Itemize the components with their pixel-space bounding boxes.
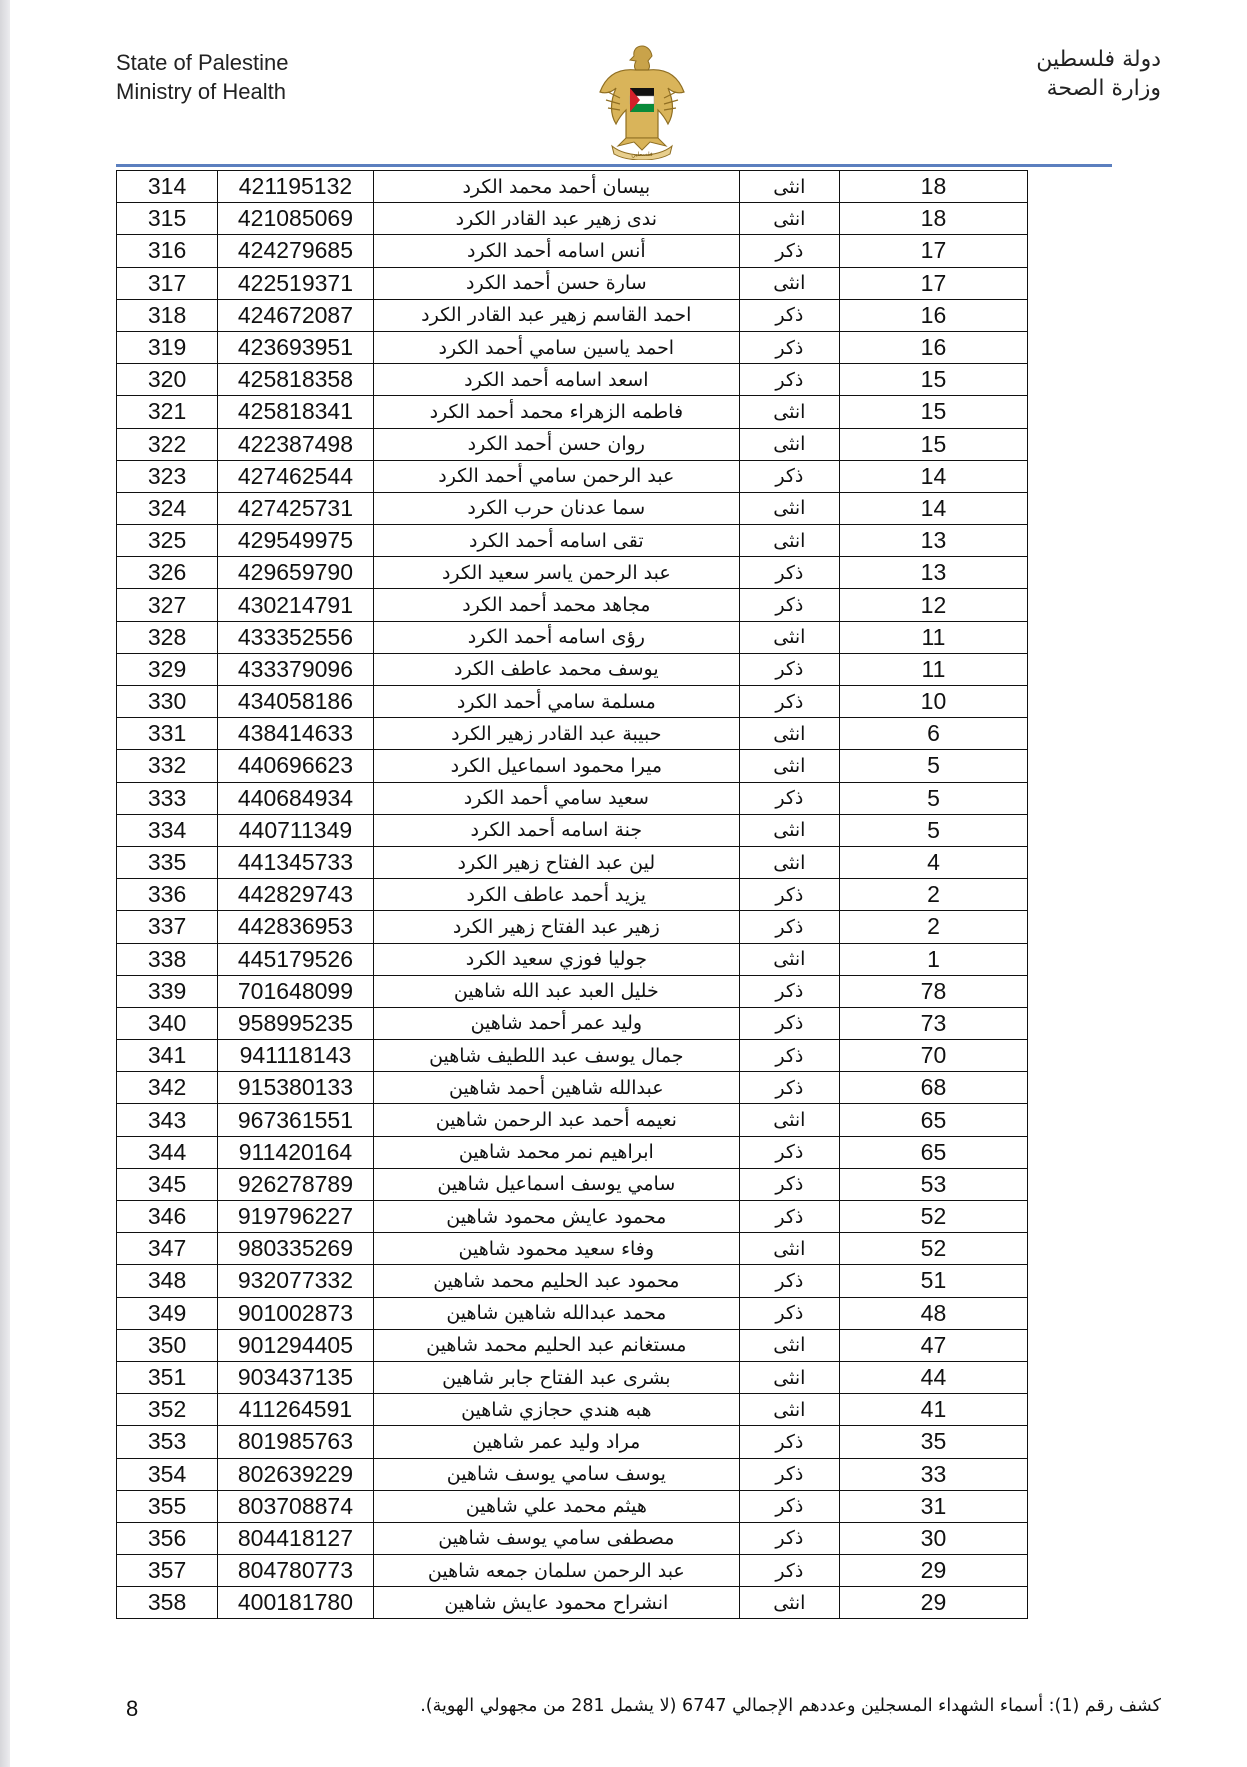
gender-cell: انثى [739, 1329, 839, 1361]
scan-edge-shadow [0, 0, 10, 1767]
gender-cell: ذكر [739, 1297, 839, 1329]
header-ministry-ar: وزارة الصحة [1046, 76, 1161, 101]
age-cell: 1 [839, 943, 1027, 975]
gender-cell: انثى [739, 525, 839, 557]
name-cell: هبه هندي حجازي شاهين [373, 1394, 739, 1426]
row-number-cell: 358 [117, 1587, 218, 1619]
age-cell: 73 [839, 1007, 1027, 1039]
table-row [117, 1490, 1028, 1522]
row-number-cell: 325 [117, 525, 218, 557]
name-cell: يزيد أحمد عاطف الكرد [373, 879, 739, 911]
table-row [117, 331, 1028, 363]
age-cell: 15 [839, 396, 1027, 428]
age-cell: 31 [839, 1490, 1027, 1522]
id-number-cell: 438414633 [218, 718, 374, 750]
row-number-cell: 351 [117, 1361, 218, 1393]
id-number-cell: 440711349 [218, 814, 374, 846]
martyrs-table [116, 170, 1028, 1619]
table-row [117, 171, 1028, 203]
name-cell: أنس اسامه أحمد الكرد [373, 235, 739, 267]
name-cell: محمود عبد الحليم محمد شاهين [373, 1265, 739, 1297]
name-cell: مستغانم عبد الحليم محمد شاهين [373, 1329, 739, 1361]
id-number-cell: 903437135 [218, 1361, 374, 1393]
name-cell: تقى اسامه أحمد الكرد [373, 525, 739, 557]
name-cell: مصطفى سامي يوسف شاهين [373, 1522, 739, 1554]
age-cell: 13 [839, 557, 1027, 589]
age-cell: 5 [839, 750, 1027, 782]
page-number: 8 [126, 1696, 139, 1721]
table-row [117, 814, 1028, 846]
age-cell: 78 [839, 975, 1027, 1007]
gender-cell: ذكر [739, 1136, 839, 1168]
table-row [117, 1072, 1028, 1104]
id-number-cell: 919796227 [218, 1201, 374, 1233]
row-number-cell: 323 [117, 460, 218, 492]
id-number-cell: 442829743 [218, 879, 374, 911]
table-row [117, 943, 1028, 975]
table-row [117, 299, 1028, 331]
gender-cell: انثى [739, 171, 839, 203]
age-cell: 4 [839, 846, 1027, 878]
age-cell: 2 [839, 879, 1027, 911]
row-number-cell: 319 [117, 331, 218, 363]
name-cell: محمود عايش محمود شاهين [373, 1201, 739, 1233]
age-cell: 16 [839, 331, 1027, 363]
row-number-cell: 334 [117, 814, 218, 846]
row-number-cell: 336 [117, 879, 218, 911]
gender-cell: انثى [739, 492, 839, 524]
name-cell: عبدالله شاهين أحمد شاهين [373, 1072, 739, 1104]
name-cell: بشرى عبد الفتاح جابر شاهين [373, 1361, 739, 1393]
name-cell: ندى زهير عبد القادر الكرد [373, 203, 739, 235]
gender-cell: ذكر [739, 879, 839, 911]
gender-cell: ذكر [739, 1072, 839, 1104]
row-number-cell: 350 [117, 1329, 218, 1361]
gender-cell: انثى [739, 267, 839, 299]
gender-cell: ذكر [739, 1490, 839, 1522]
name-cell: خليل العبد عبد الله شاهين [373, 975, 739, 1007]
id-number-cell: 701648099 [218, 975, 374, 1007]
age-cell: 30 [839, 1522, 1027, 1554]
age-cell: 33 [839, 1458, 1027, 1490]
id-number-cell: 424672087 [218, 299, 374, 331]
row-number-cell: 341 [117, 1040, 218, 1072]
age-cell: 52 [839, 1201, 1027, 1233]
id-number-cell: 440696623 [218, 750, 374, 782]
table-row [117, 1426, 1028, 1458]
name-cell: مجاهد محمد أحمد الكرد [373, 589, 739, 621]
table-row [117, 911, 1028, 943]
gender-cell: انثى [739, 750, 839, 782]
row-number-cell: 331 [117, 718, 218, 750]
gender-cell: انثى [739, 428, 839, 460]
name-cell: لين عبد الفتاح زهير الكرد [373, 846, 739, 878]
table-row [117, 782, 1028, 814]
table-row [117, 1104, 1028, 1136]
id-number-cell: 901294405 [218, 1329, 374, 1361]
id-number-cell: 803708874 [218, 1490, 374, 1522]
header-state-en: State of Palestine [116, 50, 289, 75]
table-row [117, 557, 1028, 589]
table-row [117, 492, 1028, 524]
id-number-cell: 425818358 [218, 364, 374, 396]
name-cell: مراد وليد عمر شاهين [373, 1426, 739, 1458]
id-number-cell: 915380133 [218, 1072, 374, 1104]
name-cell: جمال يوسف عبد اللطيف شاهين [373, 1040, 739, 1072]
id-number-cell: 926278789 [218, 1168, 374, 1200]
id-number-cell: 958995235 [218, 1007, 374, 1039]
row-number-cell: 344 [117, 1136, 218, 1168]
id-number-cell: 429659790 [218, 557, 374, 589]
table-row [117, 1555, 1028, 1587]
gender-cell: ذكر [739, 1522, 839, 1554]
id-number-cell: 801985763 [218, 1426, 374, 1458]
table-row [117, 267, 1028, 299]
row-number-cell: 332 [117, 750, 218, 782]
gender-cell: انثى [739, 1233, 839, 1265]
table-row [117, 879, 1028, 911]
gender-cell: انثى [739, 396, 839, 428]
table-row [117, 1361, 1028, 1393]
id-number-cell: 804780773 [218, 1555, 374, 1587]
table-row [117, 1329, 1028, 1361]
age-cell: 13 [839, 525, 1027, 557]
age-cell: 41 [839, 1394, 1027, 1426]
martyrs-table-body [117, 171, 1028, 1619]
age-cell: 70 [839, 1040, 1027, 1072]
age-cell: 53 [839, 1168, 1027, 1200]
id-number-cell: 424279685 [218, 235, 374, 267]
name-cell: زهير عبد الفتاح زهير الكرد [373, 911, 739, 943]
name-cell: محمد عبدالله شاهين شاهين [373, 1297, 739, 1329]
row-number-cell: 335 [117, 846, 218, 878]
row-number-cell: 354 [117, 1458, 218, 1490]
table-row [117, 1136, 1028, 1168]
row-number-cell: 333 [117, 782, 218, 814]
name-cell: سامي يوسف اسماعيل شاهين [373, 1168, 739, 1200]
name-cell: مسلمة سامي أحمد الكرد [373, 686, 739, 718]
table-row [117, 1394, 1028, 1426]
name-cell: بيسان أحمد محمد الكرد [373, 171, 739, 203]
gender-cell: ذكر [739, 299, 839, 331]
age-cell: 14 [839, 460, 1027, 492]
name-cell: انشراح محمود عايش شاهين [373, 1587, 739, 1619]
age-cell: 35 [839, 1426, 1027, 1458]
name-cell: سارة حسن أحمد الكرد [373, 267, 739, 299]
id-number-cell: 901002873 [218, 1297, 374, 1329]
row-number-cell: 342 [117, 1072, 218, 1104]
gender-cell: ذكر [739, 1265, 839, 1297]
table-row [117, 1007, 1028, 1039]
table-row [117, 1587, 1028, 1619]
gender-cell: ذكر [739, 1555, 839, 1587]
name-cell: عبد الرحمن ياسر سعيد الكرد [373, 557, 739, 589]
id-number-cell: 427425731 [218, 492, 374, 524]
row-number-cell: 314 [117, 171, 218, 203]
gender-cell: ذكر [739, 782, 839, 814]
row-number-cell: 326 [117, 557, 218, 589]
document-page [10, 0, 1247, 1767]
row-number-cell: 349 [117, 1297, 218, 1329]
row-number-cell: 317 [117, 267, 218, 299]
table-row [117, 1458, 1028, 1490]
id-number-cell: 430214791 [218, 589, 374, 621]
id-number-cell: 411264591 [218, 1394, 374, 1426]
id-number-cell: 911420164 [218, 1136, 374, 1168]
name-cell: يوسف محمد عاطف الكرد [373, 653, 739, 685]
row-number-cell: 320 [117, 364, 218, 396]
age-cell: 2 [839, 911, 1027, 943]
row-number-cell: 327 [117, 589, 218, 621]
id-number-cell: 422519371 [218, 267, 374, 299]
table-row [117, 621, 1028, 653]
table-row [117, 1201, 1028, 1233]
id-number-cell: 433352556 [218, 621, 374, 653]
age-cell: 48 [839, 1297, 1027, 1329]
id-number-cell: 434058186 [218, 686, 374, 718]
id-number-cell: 400181780 [218, 1587, 374, 1619]
table-row [117, 1297, 1028, 1329]
row-number-cell: 315 [117, 203, 218, 235]
gender-cell: ذكر [739, 1201, 839, 1233]
row-number-cell: 337 [117, 911, 218, 943]
id-number-cell: 442836953 [218, 911, 374, 943]
table-row [117, 1265, 1028, 1297]
id-number-cell: 932077332 [218, 1265, 374, 1297]
row-number-cell: 339 [117, 975, 218, 1007]
row-number-cell: 316 [117, 235, 218, 267]
age-cell: 10 [839, 686, 1027, 718]
age-cell: 18 [839, 203, 1027, 235]
row-number-cell: 352 [117, 1394, 218, 1426]
row-number-cell: 348 [117, 1265, 218, 1297]
table-row [117, 750, 1028, 782]
name-cell: وليد عمر أحمد شاهين [373, 1007, 739, 1039]
gender-cell: ذكر [739, 557, 839, 589]
gender-cell: ذكر [739, 589, 839, 621]
age-cell: 52 [839, 1233, 1027, 1265]
name-cell: روان حسن أحمد الكرد [373, 428, 739, 460]
row-number-cell: 328 [117, 621, 218, 653]
row-number-cell: 321 [117, 396, 218, 428]
name-cell: هيثم محمد علي شاهين [373, 1490, 739, 1522]
emblem-scroll-text: فلسطين [631, 151, 653, 158]
id-number-cell: 804418127 [218, 1522, 374, 1554]
id-number-cell: 422387498 [218, 428, 374, 460]
row-number-cell: 345 [117, 1168, 218, 1200]
row-number-cell: 330 [117, 686, 218, 718]
id-number-cell: 445179526 [218, 943, 374, 975]
table-row [117, 203, 1028, 235]
gender-cell: انثى [739, 203, 839, 235]
list-caption: كشف رقم (1): أسماء الشهداء المسجلين وعددهم الإجمالي 6747 (لا يشمل 281 من مجهولي الهوية). [420, 1696, 1161, 1716]
age-cell: 17 [839, 235, 1027, 267]
row-number-cell: 347 [117, 1233, 218, 1265]
name-cell: اسعد اسامه أحمد الكرد [373, 364, 739, 396]
id-number-cell: 980335269 [218, 1233, 374, 1265]
name-cell: احمد ياسين سامي أحمد الكرد [373, 331, 739, 363]
age-cell: 11 [839, 621, 1027, 653]
age-cell: 15 [839, 364, 1027, 396]
gender-cell: ذكر [739, 975, 839, 1007]
name-cell: سعيد سامي أحمد الكرد [373, 782, 739, 814]
name-cell: سما عدنان حرب الكرد [373, 492, 739, 524]
age-cell: 16 [839, 299, 1027, 331]
age-cell: 47 [839, 1329, 1027, 1361]
gender-cell: انثى [739, 1394, 839, 1426]
age-cell: 65 [839, 1136, 1027, 1168]
gender-cell: انثى [739, 1104, 839, 1136]
table-row [117, 1040, 1028, 1072]
gender-cell: انثى [739, 718, 839, 750]
id-number-cell: 941118143 [218, 1040, 374, 1072]
id-number-cell: 967361551 [218, 1104, 374, 1136]
table-row [117, 975, 1028, 1007]
table-row [117, 589, 1028, 621]
name-cell: ابراهيم نمر محمد شاهين [373, 1136, 739, 1168]
table-row [117, 396, 1028, 428]
age-cell: 17 [839, 267, 1027, 299]
row-number-cell: 338 [117, 943, 218, 975]
table-row [117, 1168, 1028, 1200]
name-cell: عبد الرحمن سامي أحمد الكرد [373, 460, 739, 492]
row-number-cell: 329 [117, 653, 218, 685]
age-cell: 18 [839, 171, 1027, 203]
row-number-cell: 340 [117, 1007, 218, 1039]
name-cell: جوليا فوزي سعيد الكرد [373, 943, 739, 975]
id-number-cell: 441345733 [218, 846, 374, 878]
row-number-cell: 355 [117, 1490, 218, 1522]
gender-cell: ذكر [739, 331, 839, 363]
row-number-cell: 357 [117, 1555, 218, 1587]
gender-cell: انثى [739, 846, 839, 878]
gender-cell: انثى [739, 1361, 839, 1393]
name-cell: رؤى اسامه أحمد الكرد [373, 621, 739, 653]
table-row [117, 364, 1028, 396]
palestine-eagle-emblem-icon [596, 42, 688, 160]
gender-cell: ذكر [739, 460, 839, 492]
header-divider [116, 164, 1112, 167]
row-number-cell: 324 [117, 492, 218, 524]
table-row [117, 718, 1028, 750]
row-number-cell: 346 [117, 1201, 218, 1233]
name-cell: فاطمه الزهراء محمد أحمد الكرد [373, 396, 739, 428]
age-cell: 44 [839, 1361, 1027, 1393]
gender-cell: انثى [739, 1587, 839, 1619]
table-row [117, 460, 1028, 492]
gender-cell: ذكر [739, 1007, 839, 1039]
id-number-cell: 429549975 [218, 525, 374, 557]
gender-cell: ذكر [739, 1426, 839, 1458]
id-number-cell: 421195132 [218, 171, 374, 203]
row-number-cell: 356 [117, 1522, 218, 1554]
gender-cell: ذكر [739, 686, 839, 718]
name-cell: جنة اسامه أحمد الكرد [373, 814, 739, 846]
gender-cell: ذكر [739, 1168, 839, 1200]
age-cell: 29 [839, 1555, 1027, 1587]
age-cell: 29 [839, 1587, 1027, 1619]
header-arabic [1036, 45, 1161, 103]
row-number-cell: 322 [117, 428, 218, 460]
name-cell: حبيبة عبد القادر زهير الكرد [373, 718, 739, 750]
name-cell: وفاء سعيد محمود شاهين [373, 1233, 739, 1265]
age-cell: 14 [839, 492, 1027, 524]
age-cell: 51 [839, 1265, 1027, 1297]
name-cell: يوسف سامي يوسف شاهين [373, 1458, 739, 1490]
table-row [117, 428, 1028, 460]
table-row [117, 235, 1028, 267]
gender-cell: ذكر [739, 653, 839, 685]
row-number-cell: 343 [117, 1104, 218, 1136]
age-cell: 65 [839, 1104, 1027, 1136]
table-row [117, 1233, 1028, 1265]
table-row [117, 686, 1028, 718]
row-number-cell: 318 [117, 299, 218, 331]
name-cell: نعيمه أحمد عبد الرحمن شاهين [373, 1104, 739, 1136]
age-cell: 5 [839, 782, 1027, 814]
name-cell: ميرا محمود اسماعيل الكرد [373, 750, 739, 782]
gender-cell: انثى [739, 943, 839, 975]
table-row [117, 846, 1028, 878]
row-number-cell: 353 [117, 1426, 218, 1458]
age-cell: 12 [839, 589, 1027, 621]
table-row [117, 653, 1028, 685]
age-cell: 5 [839, 814, 1027, 846]
gender-cell: ذكر [739, 911, 839, 943]
name-cell: احمد القاسم زهير عبد القادر الكرد [373, 299, 739, 331]
age-cell: 11 [839, 653, 1027, 685]
id-number-cell: 440684934 [218, 782, 374, 814]
table-row [117, 1522, 1028, 1554]
id-number-cell: 423693951 [218, 331, 374, 363]
gender-cell: انثى [739, 814, 839, 846]
age-cell: 68 [839, 1072, 1027, 1104]
id-number-cell: 802639229 [218, 1458, 374, 1490]
id-number-cell: 421085069 [218, 203, 374, 235]
header-ministry-en: Ministry of Health [116, 79, 286, 104]
id-number-cell: 427462544 [218, 460, 374, 492]
id-number-cell: 425818341 [218, 396, 374, 428]
age-cell: 6 [839, 718, 1027, 750]
gender-cell: ذكر [739, 1458, 839, 1490]
gender-cell: ذكر [739, 1040, 839, 1072]
header-english [116, 48, 288, 106]
gender-cell: ذكر [739, 364, 839, 396]
name-cell: عبد الرحمن سلمان جمعه شاهين [373, 1555, 739, 1587]
gender-cell: انثى [739, 621, 839, 653]
gender-cell: ذكر [739, 235, 839, 267]
table-row [117, 525, 1028, 557]
header-state-ar: دولة فلسطين [1036, 47, 1161, 72]
age-cell: 15 [839, 428, 1027, 460]
id-number-cell: 433379096 [218, 653, 374, 685]
